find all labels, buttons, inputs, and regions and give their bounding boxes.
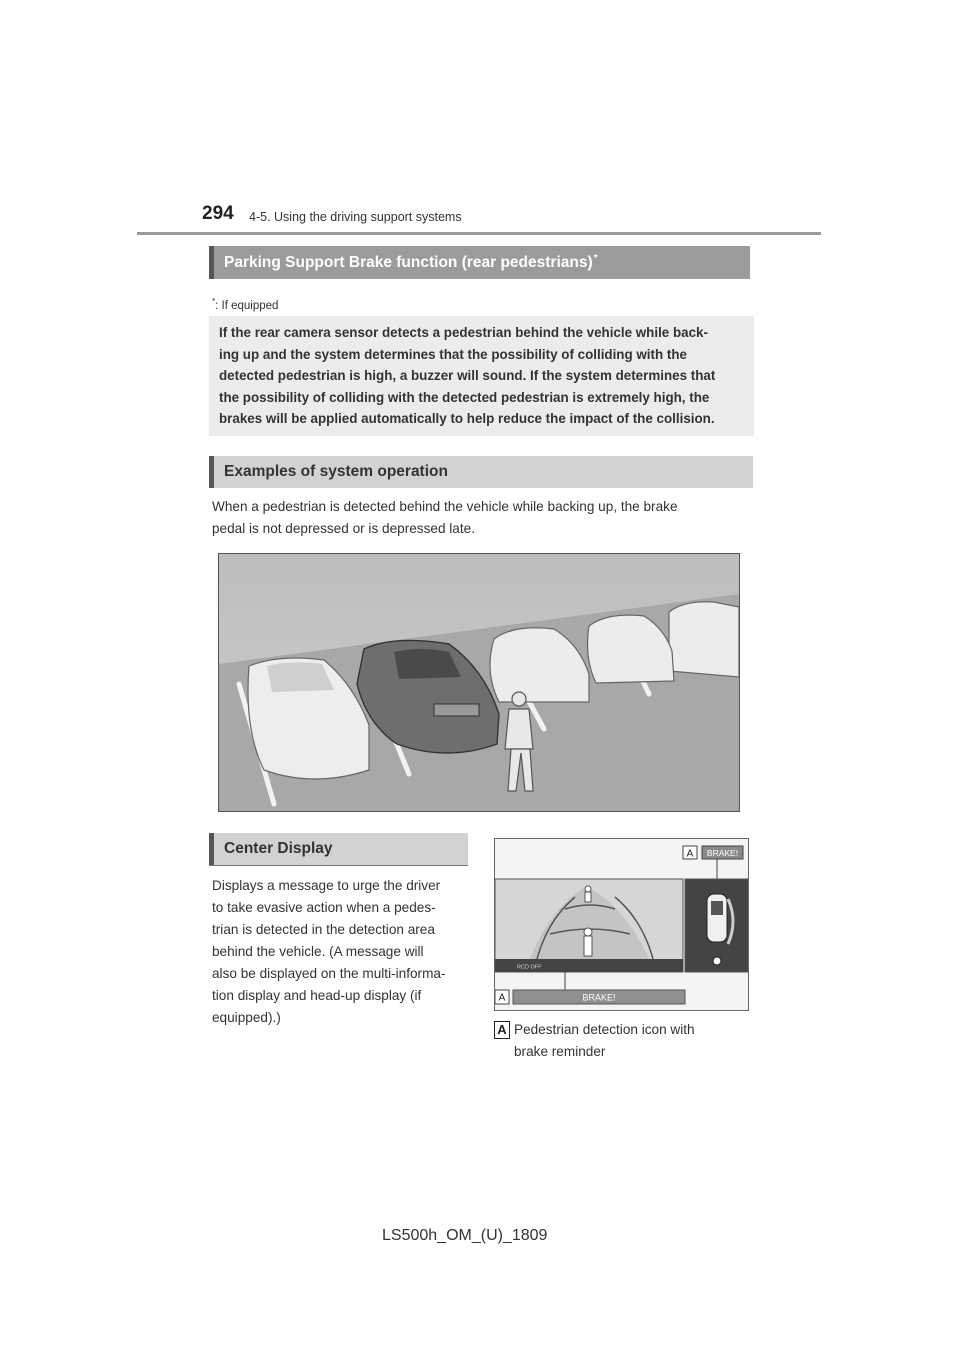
top-brake-warning: BRAKE! bbox=[706, 848, 739, 858]
rcd-off-status: RCD OFF bbox=[517, 964, 542, 971]
examples-heading bbox=[209, 456, 753, 488]
center-line: also be displayed on the multi-informa- bbox=[212, 966, 446, 981]
center-line: to take evasive action when a pedes- bbox=[212, 900, 436, 915]
examples-line: When a pedestrian is detected behind the vehicle while backing up, the brake bbox=[212, 499, 678, 514]
if-equipped-footnote bbox=[212, 297, 278, 312]
top-callout-letter: A bbox=[686, 848, 694, 860]
footnote-asterisk: * bbox=[212, 297, 216, 306]
header-rule bbox=[137, 232, 821, 235]
label-a-description bbox=[514, 1019, 744, 1063]
center-display-rule bbox=[209, 865, 468, 866]
intro-line: If the rear camera sensor detects a pedestrian behind the vehicle while back- bbox=[219, 325, 708, 340]
bottom-brake-warning: BRAKE! bbox=[582, 992, 616, 1003]
intro-line: ing up and the system determines that the possibility of colliding with the bbox=[219, 346, 687, 362]
display-drawing bbox=[495, 839, 748, 1010]
footer-document-code: LS500h_OM_(U)_1809 bbox=[382, 1227, 548, 1244]
footnote-text: : If equipped bbox=[215, 299, 279, 312]
center-line: trian is detected in the detection area bbox=[212, 922, 435, 937]
intro-line: detected pedestrian is high, a buzzer will sound. If the system determines that bbox=[219, 368, 716, 383]
center-line: equipped).) bbox=[212, 1010, 281, 1025]
center-display-paragraph bbox=[212, 875, 467, 1029]
intro-line: the possibility of colliding with the detected pedestrian is extremely high, the bbox=[219, 389, 710, 405]
parking-lot-illustration bbox=[218, 553, 740, 812]
center-line: tion display and head-up display (if bbox=[212, 988, 422, 1003]
heading-asterisk: * bbox=[593, 253, 598, 264]
parking-support-heading-text: Parking Support Brake function (rear pedestrians) bbox=[224, 253, 593, 271]
section-title: 4-5. Using the driving support systems bbox=[249, 210, 462, 224]
center-display-heading-text: Center Display bbox=[224, 840, 333, 857]
label-a-line: brake reminder bbox=[514, 1044, 606, 1059]
center-display-heading bbox=[209, 833, 468, 865]
parking-lot-drawing bbox=[219, 554, 739, 811]
examples-heading-text: Examples of system operation bbox=[224, 463, 448, 480]
center-line: behind the vehicle. (A message will bbox=[212, 944, 424, 959]
center-line: Displays a message to urge the driver bbox=[212, 878, 441, 893]
label-a-line: Pedestrian detection icon with bbox=[514, 1022, 695, 1037]
bottom-callout-letter: A bbox=[498, 992, 506, 1004]
examples-paragraph bbox=[212, 496, 752, 540]
examples-line: pedal is not depressed or is depressed late. bbox=[212, 521, 475, 536]
intro-line: brakes will be applied automatically to help reduce the impact of the collision. bbox=[219, 411, 715, 426]
page-number: 294 bbox=[202, 203, 234, 224]
intro-box bbox=[209, 316, 754, 436]
center-display-screenshot bbox=[494, 838, 749, 1011]
parking-support-heading bbox=[209, 246, 750, 279]
label-a-badge: A bbox=[494, 1021, 510, 1039]
